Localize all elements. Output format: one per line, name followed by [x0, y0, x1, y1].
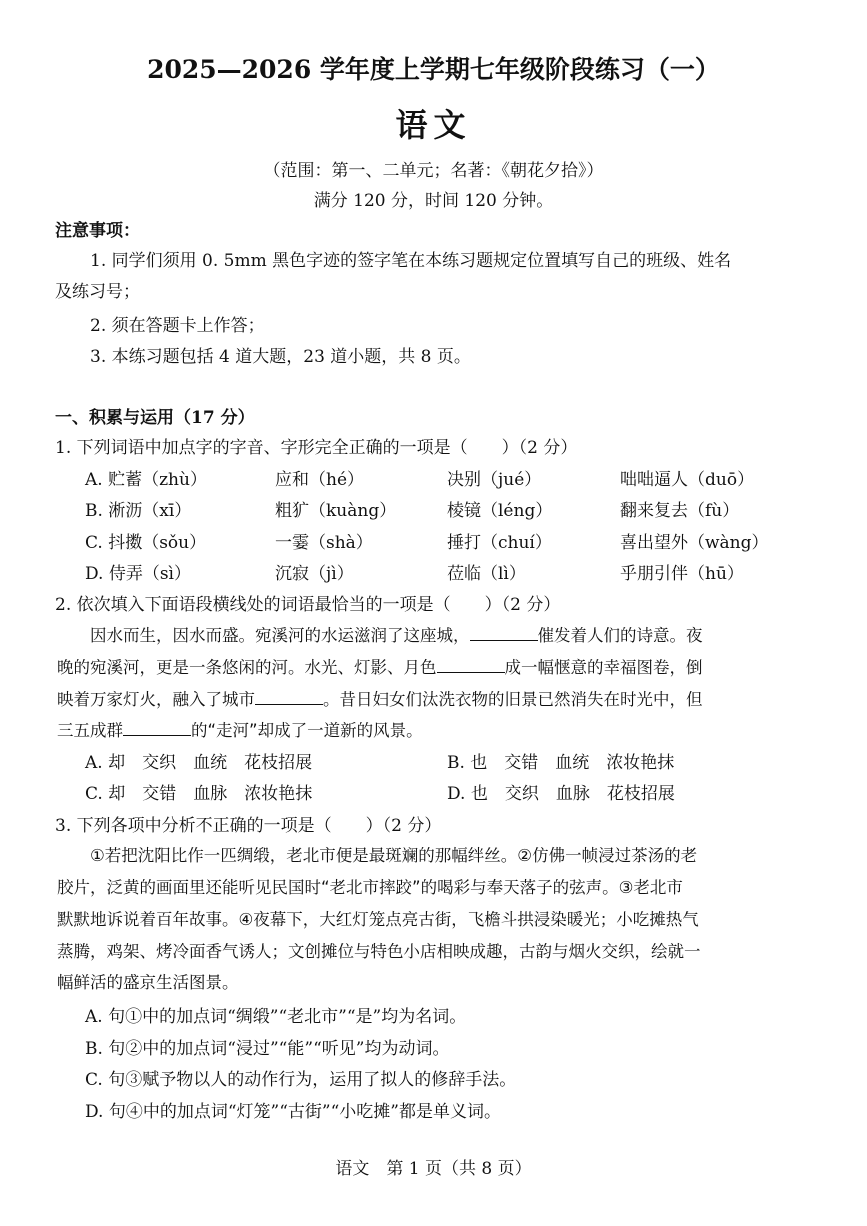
notice-item-1: 1. 同学们须用 0. 5mm 黑色字迹的签字笔在本练习题规定位置填写自己的班级、姓名 [90, 251, 732, 271]
q2-text: 的“走河”却成了一道新的风景。 [191, 721, 423, 740]
q2-passage-line-4 [57, 717, 423, 741]
q1-d-1: D. 侍弄（sì） [85, 564, 191, 584]
q2-option-d: D. 也 交织 血脉 花枝招展 [447, 784, 675, 804]
section-heading: 一、积累与运用（17 分） [55, 408, 255, 428]
q3-stem: 3. 下列各项中分析不正确的一项是（ ）（2 分） [55, 816, 442, 836]
scope-line: （范围：第一、二单元；名著：《朝花夕拾》） [263, 161, 604, 181]
q3-passage-line-2: 胶片，泛黄的画面里还能听见民国时“老北市摔跤”的喝彩与奉天落子的弦声。③老北市 [57, 878, 683, 897]
q2-text: 。昔日妇女们汰洗衣物的旧景已然消失在时光中，但 [323, 690, 703, 709]
subject-title: 语文 [395, 106, 472, 144]
q1-b-3: 棱镜（léng） [447, 501, 553, 521]
q1-d-3: 莅临（lì） [447, 564, 526, 584]
q3-option-d: D. 句④中的加点词“灯笼”“古街”“小吃摊”都是单义词。 [85, 1102, 501, 1122]
answer-blank-4[interactable] [123, 721, 191, 736]
q1-b-1: B. 淅沥（xī） [85, 501, 192, 521]
q2-option-c: C. 却 交错 血脉 浓妆艳抹 [85, 784, 313, 804]
q1-stem: 1. 下列词语中加点字的字音、字形完全正确的一项是（ ）（2 分） [55, 438, 578, 458]
q2-passage-line-2 [57, 654, 703, 678]
q2-text: 映着万家灯火，融入了城市 [57, 690, 255, 709]
q2-passage-line-3 [57, 686, 703, 710]
q1-a-1: A. 贮蓄（zhù） [85, 470, 207, 490]
answer-blank-1[interactable] [470, 626, 538, 641]
q1-d-2: 沉寂（jì） [275, 564, 354, 584]
q3-passage-line-5: 幅鲜活的盛京生活图景。 [57, 973, 239, 992]
q1-a-3: 决别（jué） [447, 470, 542, 490]
q3-passage-line-4: 蒸腾，鸡架、烤冷面香气诱人；文创摊位与特色小店相映成趣，古韵与烟火交织，绘就一 [57, 942, 701, 961]
q1-b-4: 翻来复去（fù） [620, 501, 740, 521]
page-footer: 语文 第 1 页（共 8 页） [335, 1159, 532, 1179]
q3-option-b: B. 句②中的加点词“浸过”“能”“听见”均为动词。 [85, 1039, 450, 1059]
q2-text: 因水而生，因水而盛。宛溪河的水运滋润了这座城， [90, 626, 470, 645]
q1-d-4: 乎朋引伴（hū） [620, 564, 744, 584]
q1-a-4: 咄咄逼人（duō） [620, 470, 755, 490]
notice-item-3: 3. 本练习题包括 4 道大题，23 道小题，共 8 页。 [90, 347, 471, 367]
q3-passage-line-3: 默默地诉说着百年故事。④夜幕下，大红灯笼点亮古街，飞檐斗拱浸染暖光；小吃摊热气 [57, 910, 699, 929]
q1-b-2: 粗犷（kuàng） [275, 501, 397, 521]
q3-passage-line-1: ①若把沈阳比作一匹绸缎，老北市便是最斑斓的那幅绊丝。②仿佛一帧浸过茶汤的老 [90, 846, 698, 865]
page-title: 2025—2026 学年度上学期七年级阶段练习（一） [147, 55, 720, 84]
q3-option-c: C. 句③赋予物以人的动作行为，运用了拟人的修辞手法。 [85, 1070, 517, 1090]
notice-heading: 注意事项： [55, 221, 140, 241]
q1-c-3: 捶打（chuí） [447, 533, 552, 553]
q2-passage-line-1 [90, 622, 703, 646]
q2-option-b: B. 也 交错 血统 浓妆艳抹 [447, 753, 675, 773]
notice-item-2: 2. 须在答题卡上作答； [90, 316, 265, 336]
q2-text: 成一幅惬意的幸福图卷，倒 [504, 658, 703, 677]
notice-item-1-cont: 及练习号； [55, 282, 140, 302]
q3-option-a: A. 句①中的加点词“绸缎”“老北市”“是”均为名词。 [85, 1007, 467, 1027]
q2-text: 催发着人们的诗意。夜 [537, 626, 703, 645]
answer-blank-3[interactable] [255, 690, 323, 705]
q1-c-2: 一霎（shà） [275, 533, 373, 553]
q2-option-a: A. 却 交织 血统 花枝招展 [85, 753, 313, 773]
q2-text: 三五成群 [57, 721, 123, 740]
answer-blank-2[interactable] [437, 658, 505, 673]
q1-c-1: C. 抖擞（sǒu） [85, 533, 207, 553]
q1-c-4: 喜出望外（wàng） [620, 533, 769, 553]
q1-a-2: 应和（hé） [275, 470, 365, 490]
q2-stem: 2. 依次填入下面语段横线处的词语最恰当的一项是（ ）（2 分） [55, 595, 561, 615]
q2-text: 晚的宛溪河，更是一条悠闲的河。水光、灯影、月色 [57, 658, 437, 677]
score-time-line: 满分 120 分，时间 120 分钟。 [313, 191, 554, 211]
